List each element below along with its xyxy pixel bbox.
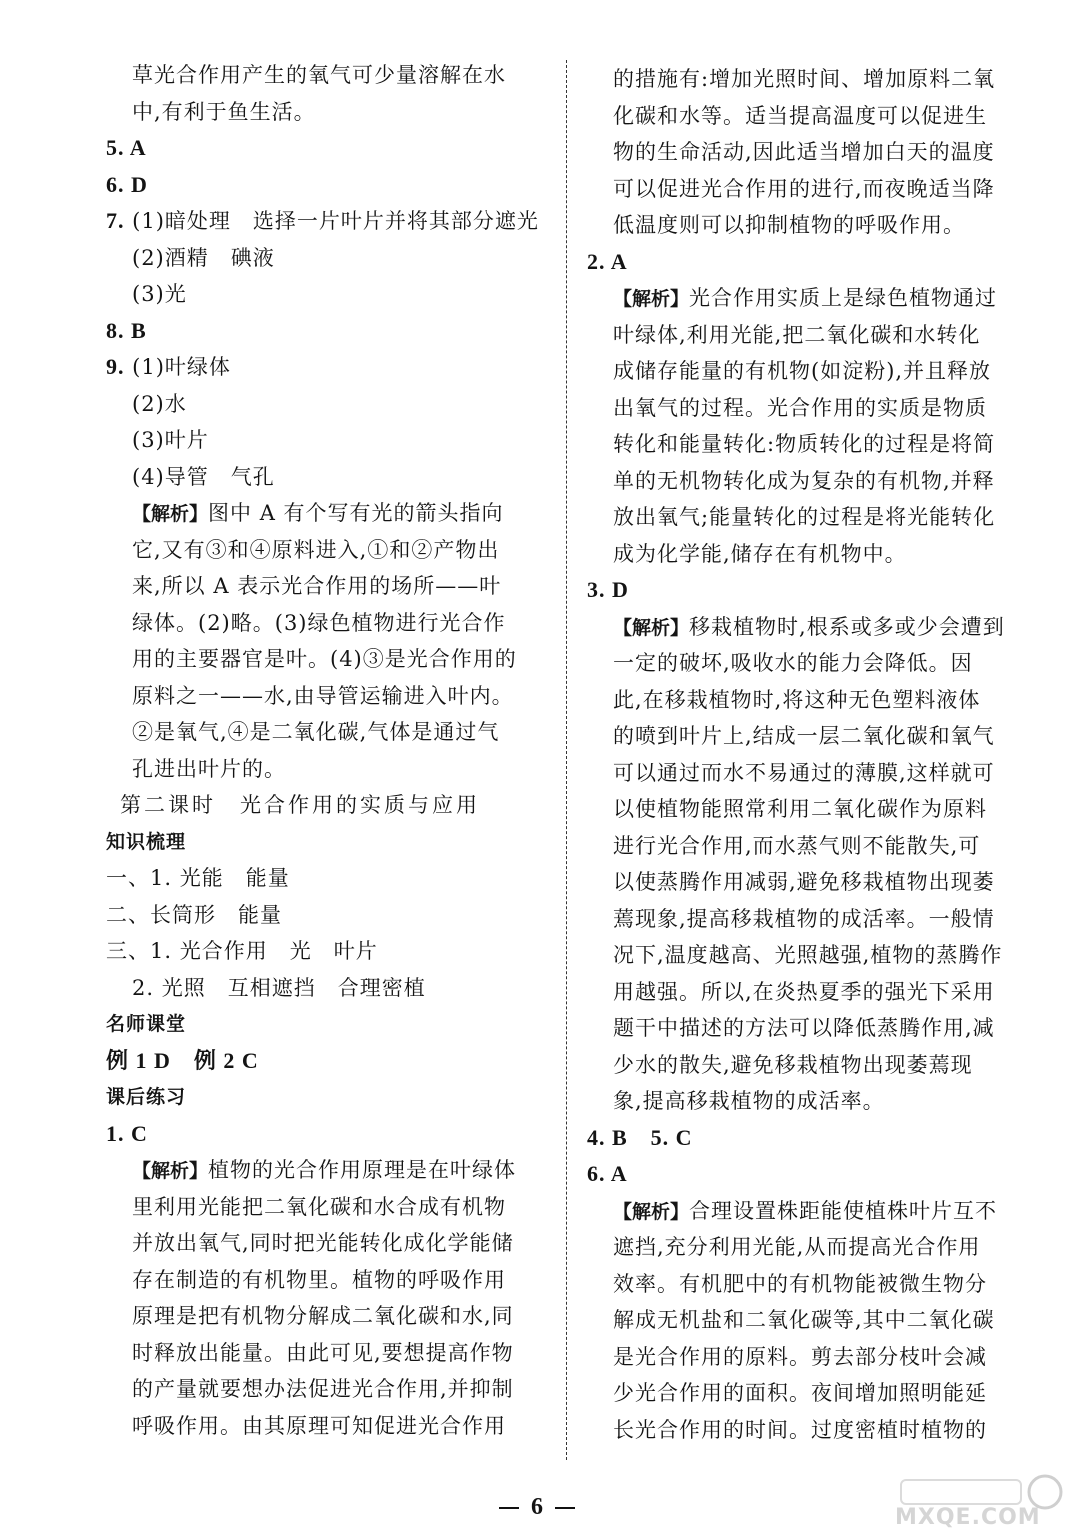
right-line: 的措施有:增加光照时间、增加原料二氧 xyxy=(613,67,996,91)
right-line: 是光合作用的原料。剪去部分枝叶会减 xyxy=(613,1344,987,1369)
right-line: 此,在移栽植物时,将这种无色塑料液体 xyxy=(613,687,981,712)
left-line: 【解析】植物的光合作用原理是在叶绿体 xyxy=(132,1158,517,1182)
right-line: 【解析】合理设置株距能使植株叶片互不 xyxy=(613,1198,998,1223)
left-line: 存在制造的有机物里。植物的呼吸作用 xyxy=(132,1267,506,1292)
right-line: 少水的散失,避免移栽植物出现萎蔫现 xyxy=(613,1052,973,1077)
right-line: 出氧气的过程。光合作用的实质是物质 xyxy=(613,395,987,420)
left-line: 例 1 D 例 2 C xyxy=(106,1047,259,1073)
left-line: 9. (1)叶绿体 xyxy=(106,354,231,379)
left-line: 并放出氧气,同时把光能转化成化学能储 xyxy=(132,1231,514,1255)
left-line: 8. B xyxy=(106,317,147,343)
right-line: 成为化学能,储存在有机物中。 xyxy=(613,541,907,566)
left-line: 里利用光能把二氧化碳和水合成有机物 xyxy=(132,1194,506,1219)
right-line: 长光合作用的时间。过度密植时植物的 xyxy=(613,1417,987,1442)
left-line: 呼吸作用。由其原理可知促进光合作用 xyxy=(132,1413,506,1438)
left-line: 1. C xyxy=(106,1120,148,1146)
left-line: 知识梳理 xyxy=(106,830,187,853)
right-line: 【解析】光合作用实质上是绿色植物通过 xyxy=(613,286,998,310)
left-line: (2)水 xyxy=(132,391,187,416)
left-line: 中,有利于鱼生活。 xyxy=(132,99,316,124)
right-line: 进行光合作用,而水蒸气则不能散失,可 xyxy=(613,833,981,858)
right-line: 放出氧气;能量转化的过程是将光能转化 xyxy=(613,505,996,529)
left-line: (3)叶片 xyxy=(132,428,209,452)
right-line: 低温度则可以抑制植物的呼吸作用。 xyxy=(613,213,965,237)
left-line: 【解析】图中 A 有个写有光的箭头指向 xyxy=(132,501,504,525)
left-line: 原料之一——水,由导管运输进入叶内。 xyxy=(132,683,514,708)
right-line: 物的生命活动,因此适当增加白天的温度 xyxy=(613,140,995,164)
left-line: 2. 光照 互相遮挡 合理密植 xyxy=(132,975,426,1000)
right-line: 题干中描述的方法可以降低蒸腾作用,减 xyxy=(613,1016,995,1040)
left-line: 原理是把有机物分解成二氧化碳和水,同 xyxy=(132,1304,514,1328)
left-line: 三、1. 光合作用 光 叶片 xyxy=(106,939,378,963)
right-line: 可以促进光合作用的进行,而夜晚适当降 xyxy=(613,176,995,201)
watermark-logo xyxy=(895,1472,1065,1532)
right-line: 以使蒸腾作用减弱,避免移栽植物出现萎 xyxy=(613,870,995,894)
left-line: (2)酒精 碘液 xyxy=(132,245,275,270)
left-line: 来,所以 A 表示光合作用的场所——叶 xyxy=(132,574,502,598)
right-line: 的喷到叶片上,结成一层二氧化碳和氧气 xyxy=(613,724,995,748)
right-line: 化碳和水等。适当提高温度可以促进生 xyxy=(613,103,987,128)
right-line: 2. A xyxy=(587,248,628,274)
left-line: 第二课时 光合作用的实质与应用 xyxy=(120,793,480,817)
right-line: 叶绿体,利用光能,把二氧化碳和水转化 xyxy=(613,322,981,347)
right-line: 况下,温度越高、光照越强,植物的蒸腾作 xyxy=(613,943,1003,967)
left-line: (3)光 xyxy=(132,282,187,306)
left-line: 7. (1)暗处理 选择一片叶片并将其部分遮光 xyxy=(106,208,539,233)
right-line: 【解析】移栽植物时,根系或多或少会遭到 xyxy=(613,614,1005,639)
dash-right xyxy=(555,1507,575,1509)
page-number-text: 6 xyxy=(531,1494,543,1520)
left-line: 它,又有③和④原料进入,①和②产物出 xyxy=(132,537,500,562)
right-line: 效率。有机肥中的有机物能被微生物分 xyxy=(613,1271,987,1296)
left-line: 二、长筒形 能量 xyxy=(106,902,282,927)
right-line: 蔫现象,提高移栽植物的成活率。一般情 xyxy=(613,906,995,931)
left-line: 5. A xyxy=(106,135,147,160)
left-line: 6. D xyxy=(106,171,148,197)
left-line: 草光合作用产生的氧气可少量溶解在水 xyxy=(132,63,506,87)
right-line: 解成无机盐和二氧化碳等,其中二氧化碳 xyxy=(613,1308,995,1332)
right-line: 一定的破坏,吸收水的能力会降低。因 xyxy=(613,651,973,675)
left-line: 课后练习 xyxy=(106,1086,187,1108)
right-line: 用越强。所以,在炎热夏季的强光下采用 xyxy=(613,979,995,1004)
right-line: 可以通过而水不易通过的薄膜,这样就可 xyxy=(613,760,995,785)
right-line: 成储存能量的有机物(如淀粉),并且释放 xyxy=(613,359,992,383)
dash-left xyxy=(499,1507,519,1509)
right-line: 少光合作用的面积。夜间增加照明能延 xyxy=(613,1381,987,1405)
left-line: ②是氧气,④是二氧化碳,气体是通过气 xyxy=(132,720,500,744)
left-line: 用的主要器官是叶。(4)③是光合作用的 xyxy=(132,647,517,671)
right-line: 6. A xyxy=(587,1161,628,1186)
right-line: 象,提高移栽植物的成活率。 xyxy=(613,1089,885,1113)
right-line: 3. D xyxy=(587,577,629,602)
right-line: 4. B 5. C xyxy=(587,1124,693,1150)
left-line: 时释放出能量。由此可见,要想提高作物 xyxy=(132,1340,514,1365)
column-divider xyxy=(566,60,567,1460)
right-line: 转化和能量转化:物质转化的过程是将简 xyxy=(613,432,996,456)
right-line: 单的无机物转化成为复杂的有机物,并释 xyxy=(613,468,995,493)
left-line: 绿体。(2)略。(3)绿色植物进行光合作 xyxy=(132,610,506,635)
right-line: 遮挡,充分利用光能,从而提高光合作用 xyxy=(613,1235,981,1259)
watermark-text: MXQE.COM xyxy=(895,1505,1041,1530)
left-line: 孔进出叶片的。 xyxy=(132,756,286,781)
right-line: 以使植物能照常利用二氧化碳作为原料 xyxy=(613,797,987,821)
left-line: 的产量就要想办法促进光合作用,并抑制 xyxy=(132,1377,514,1401)
left-line: 一、1. 光能 能量 xyxy=(106,866,290,890)
left-line: 名师课堂 xyxy=(106,1013,187,1035)
left-line: (4)导管 气孔 xyxy=(132,464,275,489)
